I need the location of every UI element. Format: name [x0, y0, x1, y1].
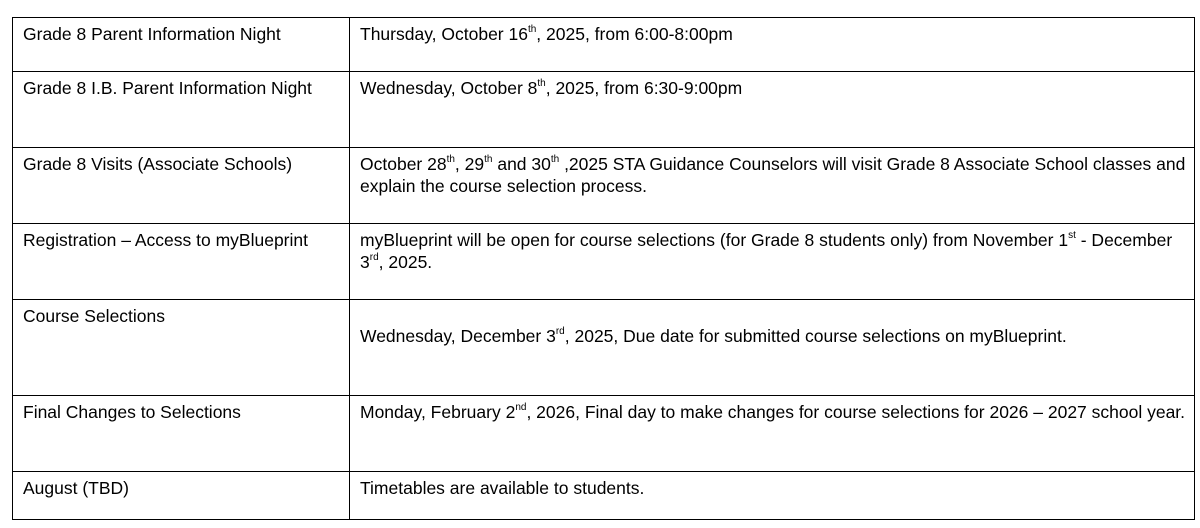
details-text: , 29 — [454, 154, 485, 174]
cell-spacer — [360, 306, 1190, 326]
details-text: , 2025, Due date for submitted course selections on myBlueprint. — [564, 326, 1067, 346]
details-text: Timetables are available to students. — [360, 478, 645, 498]
details-cell — [350, 472, 1195, 520]
table-row — [13, 396, 1195, 472]
event-cell: Grade 8 Visits (Associate Schools) — [13, 148, 350, 224]
details-text: Thursday, October 16 — [360, 24, 528, 44]
ordinal-suffix: nd — [515, 402, 527, 414]
details-text: myBlueprint will be open for course selections (for Grade 8 students only) from November 1 — [360, 230, 1069, 250]
ordinal-suffix: th — [484, 154, 493, 166]
event-cell: Course Selections — [13, 300, 350, 396]
event-cell: Final Changes to Selections — [13, 396, 350, 472]
details-cell — [350, 396, 1195, 472]
schedule-body — [13, 18, 1195, 520]
schedule-table — [12, 17, 1195, 520]
table-row — [13, 148, 1195, 224]
event-cell: August (TBD) — [13, 472, 350, 520]
details-cell — [350, 18, 1195, 72]
ordinal-suffix: rd — [555, 326, 565, 338]
details-text: and 30 — [492, 154, 551, 174]
table-row — [13, 300, 1195, 396]
details-text: Wednesday, October 8 — [360, 78, 538, 98]
event-cell: Registration – Access to myBlueprint — [13, 224, 350, 300]
details-cell — [350, 224, 1195, 300]
details-text: Wednesday, December 3 — [360, 326, 556, 346]
ordinal-suffix: th — [527, 24, 537, 36]
details-cell — [350, 300, 1195, 396]
details-text: Monday, February 2 — [360, 402, 516, 422]
event-cell: Grade 8 Parent Information Night — [13, 18, 350, 72]
details-text: , 2025, from 6:00-8:00pm — [536, 24, 733, 44]
details-text: - December 3 — [360, 230, 1173, 272]
ordinal-suffix: th — [550, 154, 560, 166]
table-row — [13, 224, 1195, 300]
ordinal-suffix: rd — [369, 251, 379, 263]
details-text: October 28 — [360, 154, 447, 174]
details-text: , 2025, from 6:30-9:00pm — [545, 78, 743, 98]
table-row — [13, 18, 1195, 72]
ordinal-suffix: st — [1068, 230, 1076, 242]
table-row — [13, 472, 1195, 520]
details-text: , 2025. — [378, 251, 433, 272]
details-text: ,2025 STA Guidance Counselors will visit Grade 8 Associate School classes and explain the course selection process. — [360, 154, 1186, 196]
details-text: , 2026, Final day to make changes for course selections for 2026 – 2027 school year. — [526, 402, 1186, 422]
details-cell — [350, 72, 1195, 148]
table-row — [13, 72, 1195, 148]
ordinal-suffix: th — [446, 154, 455, 166]
event-cell: Grade 8 I.B. Parent Information Night — [13, 72, 350, 148]
details-cell — [350, 148, 1195, 224]
ordinal-suffix: th — [537, 78, 546, 90]
